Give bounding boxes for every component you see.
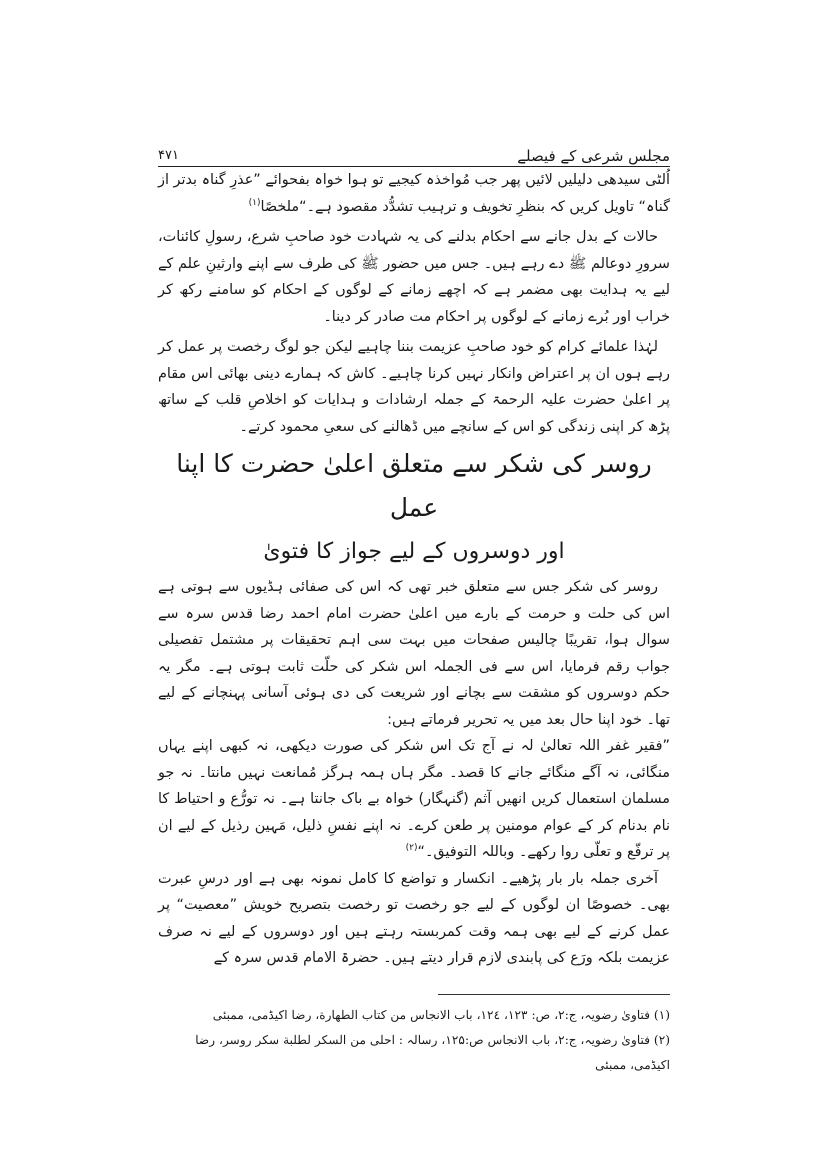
paragraph-continuation — [158, 167, 670, 220]
paragraph-text: اُلٹی سیدھی دلیلیں لائیں پھر جب مُواخذہ کیجیے تو ہوا خواہ بفحوائے ”عذرِ گناہ بدتر از گناہ“ تاویل کریں کہ بنظرِ تخویف و ترہیب تشدُّد مقصود ہے۔“ملخصًا — [158, 172, 670, 215]
footnote-separator — [438, 994, 670, 995]
footnote-2: (۲) فتاویٰ رضویہ، ج:۲، باب الانجاس ص:۱۲۵، رسالہ : احلی من السکر لطلبة سکر روسر، رضا اکیڈمی، ممبئی — [195, 1032, 670, 1072]
quotation-paragraph — [158, 733, 670, 866]
paragraph — [158, 574, 670, 733]
paragraph-text: روسر کی شکر جس سے متعلق خبر تھی کہ اس کی صفائی ہڈیوں سے ہوتی ہے اس کی حلت و حرمت کے بارے میں اعلیٰ حضرت امام احمد رضا قدس سرہ سے سوال ہوا، تقریبًا چالیس صفحات میں بہت سی اہم تحقیقات پر مشتمل تفصیلی جواب رقم فرمایا، اس سے فی الجملہ اس شکر کی حلّت ثابت ہوتی ہے۔ مگر یہ حکم دوسروں کو مشقت سے بچانے اور شریعت کی دی ہوئی آسانی پہنچانے کے لیے تھا۔ خود اپنا حال بعد میں یہ تحریر فرماتے ہیں: — [158, 579, 670, 728]
footnotes — [158, 1003, 670, 1078]
paragraph — [158, 334, 670, 440]
footnote-1: (۱) فتاویٰ رضویہ، ج:۲، ص: ۱۲۳، ۱۲٤، باب الانجاس من کتاب الطهارة، رضا اکیڈمی، ممبئی — [212, 1007, 670, 1022]
paragraph — [158, 224, 670, 330]
running-header — [158, 140, 670, 167]
paragraph-text: حالات کے بدل جانے سے احکام بدلنے کی یہ شہادت خود صاحبِ شرع، رسولِ کائنات، سرورِ دوعالم ﷺ دے رہے ہیں۔ جس میں حضور ﷺ کی طرف سے اپنے وارثینِ علم کے لیے یہ ہدایت بھی مضمر ہے کہ اچھے زمانے کے لوگوں کے احکام کو سامنے رکھ کر خراب اور بُرے زمانے کے لوگوں پر احکام مت صادر کر دینا۔ — [158, 229, 670, 325]
footnote-reference: (۱) — [248, 197, 261, 208]
book-title: مجلس شرعی کے فیصلے — [517, 147, 670, 165]
quotation-text: ”فقیر غفر اللہ تعالیٰ لہ نے آج تک اس شکر کی صورت دیکھی، نہ کبھی اپنے یہاں منگائی، نہ آگے منگائے جانے کا قصد۔ مگر ہاں ہمہ ہرگز مُمانعت نہیں مانتا۔ نہ جو مسلمان استعمال کریں انھیں آثم (گنہگار) خواہ بے باک جانتا ہے۔ نہ تورُّع و احتیاط کا نام بدنام کر کے عوام مومنین پر طعن کرے۔ نہ اپنے نفسِ ذلیل، مَہین رذیل کے لیے ان پر ترفّع و تعلّی روا رکھے۔ وباللہ التوفیق۔“ — [158, 738, 670, 860]
main-text — [158, 167, 670, 972]
paragraph-text: لہٰذا علمائے کرام کو خود صاحبِ عزیمت بننا چاہیے لیکن جو لوگ رخصت پر عمل کر رہے ہوں ان پر اعتراض وانکار نہیں کرنا چاہیے۔ کاش کہ ہمارے دینی بھائی اس مقام پر اعلیٰ حضرت علیہ الرحمۃ کے جملہ ارشادات و ہدایات کو اخلاصِ قلب کے ساتھ پڑھ کر اپنی زندگی کو اس کے سانچے میں ڈھالنے کی سعیِ محمود کرتے۔ — [158, 339, 670, 435]
footnote-reference: (۲) — [405, 843, 418, 854]
document-page — [158, 140, 670, 1078]
paragraph — [158, 866, 670, 972]
paragraph-text: آخری جملہ بار بار پڑھیے۔ انکسار و تواضع کا کامل نمونہ بھی ہے اور درسِ عبرت بھی۔ خصوصًا ان لوگوں کے لیے جو رخصت تو رخصت بتصریح خویش ”معصیت“ پر عمل کرنے کے لیے بھی ہمہ وقت کمربستہ رہتے ہیں اور دوسروں کے لیے نہ صرف عزیمت بلکہ ورَع کی پابندی لازم قرار دیتے ہیں۔ حضرۃ الامام قدس سرہ کے — [158, 870, 670, 966]
section-heading-line-1: روسر کی شکر سے متعلق اعلیٰ حضرت کا اپنا عمل — [176, 449, 652, 522]
page-number: ۴۷۱ — [158, 148, 179, 163]
section-heading-line-2: اور دوسروں کے لیے جواز کا فتویٰ — [263, 539, 565, 564]
